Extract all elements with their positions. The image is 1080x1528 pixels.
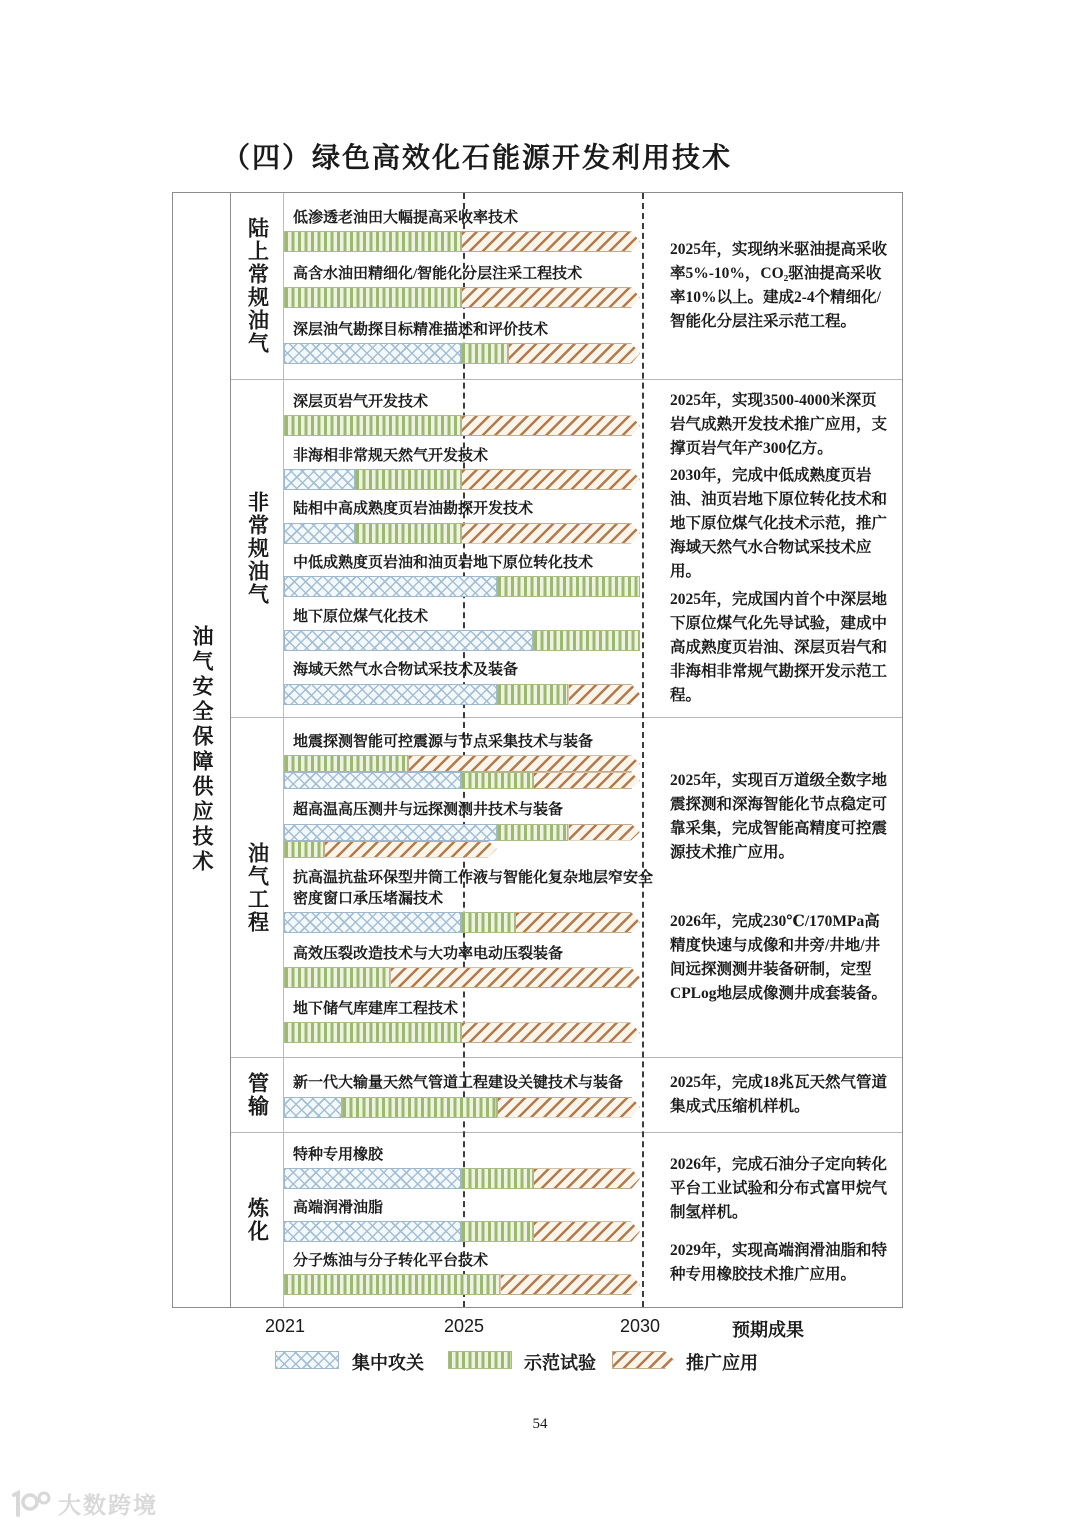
- section-chart-area: [284, 380, 654, 717]
- task-label: 特种专用橡胶: [293, 1147, 384, 1164]
- outcome-text: 2030年，完成中低成熟度页岩油、油页岩地下原位转化技术和地下原位煤气化技术示范，推广海域天然气水合物试采技术应用。: [670, 467, 888, 581]
- bar-segment-green: [355, 523, 461, 544]
- task-row: [284, 868, 654, 933]
- outcome-text: 2029年，实现高端润滑油脂和特种专用橡胶技术推广应用。: [670, 1242, 888, 1284]
- bar-segment-orange: [461, 231, 640, 252]
- section-炼化: [231, 1132, 902, 1307]
- outcome-text: 2025年，实现百万道级全数字地震探测和深海智能化节点稳定可靠采集，完成智能高精度可控震源技术推广应用。: [670, 772, 888, 862]
- section-category-cell: [231, 718, 284, 1057]
- outcome-column-header: 预期成果: [732, 1320, 804, 1340]
- axis-tick-2021: 2021: [264, 1316, 306, 1336]
- bar-segment-hatch: [284, 912, 461, 933]
- bar-segment-green: [497, 576, 640, 597]
- section-outcomes: [654, 193, 902, 379]
- section-category-label: 油气工程: [245, 841, 270, 934]
- bar-segment-hatch: [284, 523, 355, 544]
- task-label: 中低成熟度页岩油和油页岩地下原位转化技术: [293, 555, 594, 572]
- task-label: 分子炼油与分子转化平台技术: [293, 1253, 489, 1270]
- task-row: [284, 499, 654, 543]
- bar-segment-orange: [461, 523, 640, 544]
- task-bar: [284, 1097, 640, 1118]
- task-label: 地下原位煤气化技术: [293, 608, 429, 625]
- task-bar: [284, 231, 640, 252]
- section-chart-area: [284, 193, 654, 379]
- task-label: 深层页岩气开发技术: [293, 394, 429, 411]
- section-chart-area: [284, 1058, 654, 1132]
- roadmap-table: [172, 192, 903, 1308]
- bar-segment-orange: [508, 343, 640, 364]
- legend-label-green: 示范试验: [524, 1353, 596, 1373]
- task-bar: [284, 772, 640, 789]
- task-label: 新一代大输量天然气管道工程建设关键技术与装备: [293, 1075, 624, 1092]
- task-bar: [284, 1274, 640, 1295]
- task-bar: [284, 684, 640, 705]
- bar-segment-orange: [461, 1022, 640, 1043]
- task-label: 低渗透老油田大幅提高采收率技术: [293, 209, 519, 226]
- bar-segment-hatch: [284, 469, 355, 490]
- task-row: [284, 1251, 654, 1295]
- outcome-text: 2026年，完成石油分子定向转化平台工业试验和分布式富甲烷气制氢样机。: [670, 1156, 888, 1222]
- bar-segment-green: [461, 1168, 533, 1189]
- section-chart-area: [284, 1133, 654, 1307]
- bar-segment-hatch: [284, 1168, 461, 1189]
- task-row: [284, 264, 654, 308]
- bar-segment-green: [284, 755, 408, 772]
- outcome-text: 2025年，完成国内首个中深层地下原位煤气化先导试验，建成中高成熟度页岩油、深层页岩气和非海相非常规气勘探开发示范工程。: [670, 590, 888, 704]
- task-label: 超高温高压测井与远探测测井技术与装备: [293, 802, 564, 819]
- bar-segment-orange: [500, 1274, 640, 1295]
- task-row: [284, 800, 654, 857]
- task-row: [284, 1198, 654, 1242]
- bar-segment-green: [284, 287, 461, 308]
- bar-segment-green: [461, 343, 508, 364]
- legend-label-orange: 推广应用: [686, 1353, 758, 1373]
- section-管输: [231, 1057, 902, 1132]
- bar-segment-orange: [461, 469, 640, 490]
- task-row: [284, 446, 654, 490]
- task-label: 陆相中高成熟度页岩油勘探开发技术: [293, 501, 534, 518]
- bar-segment-orange: [568, 824, 640, 841]
- task-label: 高含水油田精细化/智能化分层注采工程技术: [293, 265, 583, 282]
- bar-segment-hatch: [284, 1097, 342, 1118]
- section-非常规油气: [231, 379, 902, 717]
- task-bar: [284, 576, 640, 597]
- section-outcomes: [654, 380, 902, 717]
- task-row: [284, 999, 654, 1043]
- task-label: 抗高温抗盐环保型井筒工作液与智能化复杂地层窄安全密度窗口承压堵漏技术: [293, 870, 654, 907]
- bar-segment-orange: [533, 772, 640, 789]
- task-label: 海域天然气水合物试采技术及装备: [293, 662, 519, 679]
- bar-segment-green: [461, 1221, 533, 1242]
- task-row: [284, 1073, 654, 1117]
- axis-tick-2030: 2030: [619, 1316, 661, 1336]
- section-category-cell: [231, 193, 284, 379]
- task-bar: [284, 1022, 640, 1043]
- bar-segment-green: [497, 684, 569, 705]
- bar-segment-hatch: [284, 576, 497, 597]
- section-category-label: 陆上常规油气: [245, 216, 270, 355]
- bar-segment-green: [497, 824, 569, 841]
- bar-segment-green: [355, 469, 461, 490]
- bar-segment-orange: [533, 1168, 640, 1189]
- bar-segment-orange: [568, 684, 640, 705]
- outcome-text: 2025年，实现3500-4000米深页岩气成熟开发技术推广应用，支撑页岩气年产300亿方。: [670, 391, 888, 457]
- task-label: 地震探测智能可控震源与节点采集技术与装备: [293, 734, 594, 751]
- section-category-label: 非常规油气: [245, 490, 270, 606]
- bar-segment-hatch: [284, 824, 497, 841]
- watermark: [8, 1487, 158, 1520]
- task-row: [284, 1145, 654, 1189]
- bar-segment-orange: [461, 415, 640, 436]
- left-axis-label: 油气安全保障供应技术: [190, 625, 214, 875]
- axis-tick-2025: 2025: [443, 1316, 485, 1336]
- bar-segment-green: [461, 912, 515, 933]
- task-row: [284, 553, 654, 597]
- task-bar: [284, 469, 640, 490]
- task-row: [284, 607, 654, 651]
- outcome-text: 2025年，实现纳米驱油提高采收率5%-10%，CO₂驱油提高采收率10%以上。建成2-4个精细化/智能化分层注采示范工程。: [670, 240, 888, 330]
- section-category-cell: [231, 1058, 284, 1132]
- task-bar: [284, 287, 640, 308]
- task-bar: [284, 523, 640, 544]
- page-number: 54: [532, 1416, 548, 1432]
- legend-swatch-hatch: [275, 1351, 339, 1369]
- bar-segment-green: [284, 1274, 500, 1295]
- task-bar: [284, 824, 640, 841]
- bar-segment-green: [284, 231, 461, 252]
- task-bar: [284, 1221, 640, 1242]
- section-outcomes: [654, 1058, 902, 1132]
- task-row: [284, 320, 654, 364]
- bar-segment-hatch: [284, 772, 461, 789]
- bar-segment-orange: [515, 912, 640, 933]
- task-row: [284, 208, 654, 252]
- legend-swatch-green: [448, 1351, 512, 1369]
- section-category-label: 炼化: [245, 1197, 270, 1244]
- bar-segment-green: [342, 1097, 497, 1118]
- legend-swatch-orange: [612, 1351, 674, 1369]
- bar-segment-hatch: [284, 1221, 461, 1242]
- bar-segment-orange: [533, 1221, 640, 1242]
- task-label: 高端润滑油脂: [293, 1200, 384, 1217]
- section-category-cell: [231, 1133, 284, 1307]
- task-bar: [284, 1168, 640, 1189]
- task-bar: [284, 415, 640, 436]
- bar-segment-green: [533, 630, 640, 651]
- task-bar: [284, 912, 640, 933]
- bar-segment-green: [284, 1022, 461, 1043]
- task-label: 高效压裂改造技术与大功率电动压裂装备: [293, 945, 564, 962]
- task-row: [284, 392, 654, 436]
- section-category-label: 管输: [245, 1072, 270, 1119]
- task-row: [284, 732, 654, 789]
- bar-segment-orange: [390, 967, 640, 988]
- task-bar: [284, 343, 640, 364]
- section-outcomes: [654, 1133, 902, 1307]
- section-陆上常规油气: [231, 193, 902, 379]
- task-label: 深层油气勘探目标精准描述和评价技术: [293, 321, 549, 338]
- task-label: 地下储气库建库工程技术: [293, 1001, 459, 1018]
- task-bar: [284, 841, 640, 858]
- outcome-text: 2025年，完成18兆瓦天然气管道集成式压缩机样机。: [670, 1074, 888, 1116]
- bar-segment-green: [461, 772, 533, 789]
- bar-segment-hatch: [284, 630, 533, 651]
- watermark-logo: [8, 1489, 54, 1519]
- task-bar: [284, 755, 640, 772]
- legend-label-hatch: 集中攻关: [352, 1353, 424, 1373]
- page-title: （四）绿色高效化石能源开发利用技术: [222, 143, 733, 174]
- task-bar: [284, 630, 640, 651]
- bar-segment-green: [284, 967, 390, 988]
- bar-segment-orange: [497, 1097, 640, 1118]
- watermark-text: 大数跨境: [58, 1492, 158, 1518]
- bar-segment-orange: [461, 287, 640, 308]
- section-chart-area: [284, 718, 654, 1057]
- bar-segment-green: [284, 841, 324, 858]
- bar-segment-orange: [324, 841, 497, 858]
- section-category-cell: [231, 380, 284, 717]
- task-label: 非海相非常规天然气开发技术: [293, 447, 489, 464]
- bar-segment-hatch: [284, 684, 497, 705]
- section-油气工程: [231, 717, 902, 1057]
- sections-container: [231, 193, 902, 1307]
- task-bar: [284, 967, 640, 988]
- task-row: [284, 944, 654, 988]
- bar-segment-orange: [408, 755, 640, 772]
- left-axis-column: [173, 193, 231, 1307]
- task-row: [284, 660, 654, 704]
- section-outcomes: [654, 718, 902, 1057]
- outcome-text: 2026年，完成230℃/170MPa高精度快速与成像和井旁/井地/井间远探测测井装备研制，定型CPLog地层成像测井成套装备。: [670, 913, 888, 1003]
- bar-segment-hatch: [284, 343, 461, 364]
- bar-segment-green: [284, 415, 461, 436]
